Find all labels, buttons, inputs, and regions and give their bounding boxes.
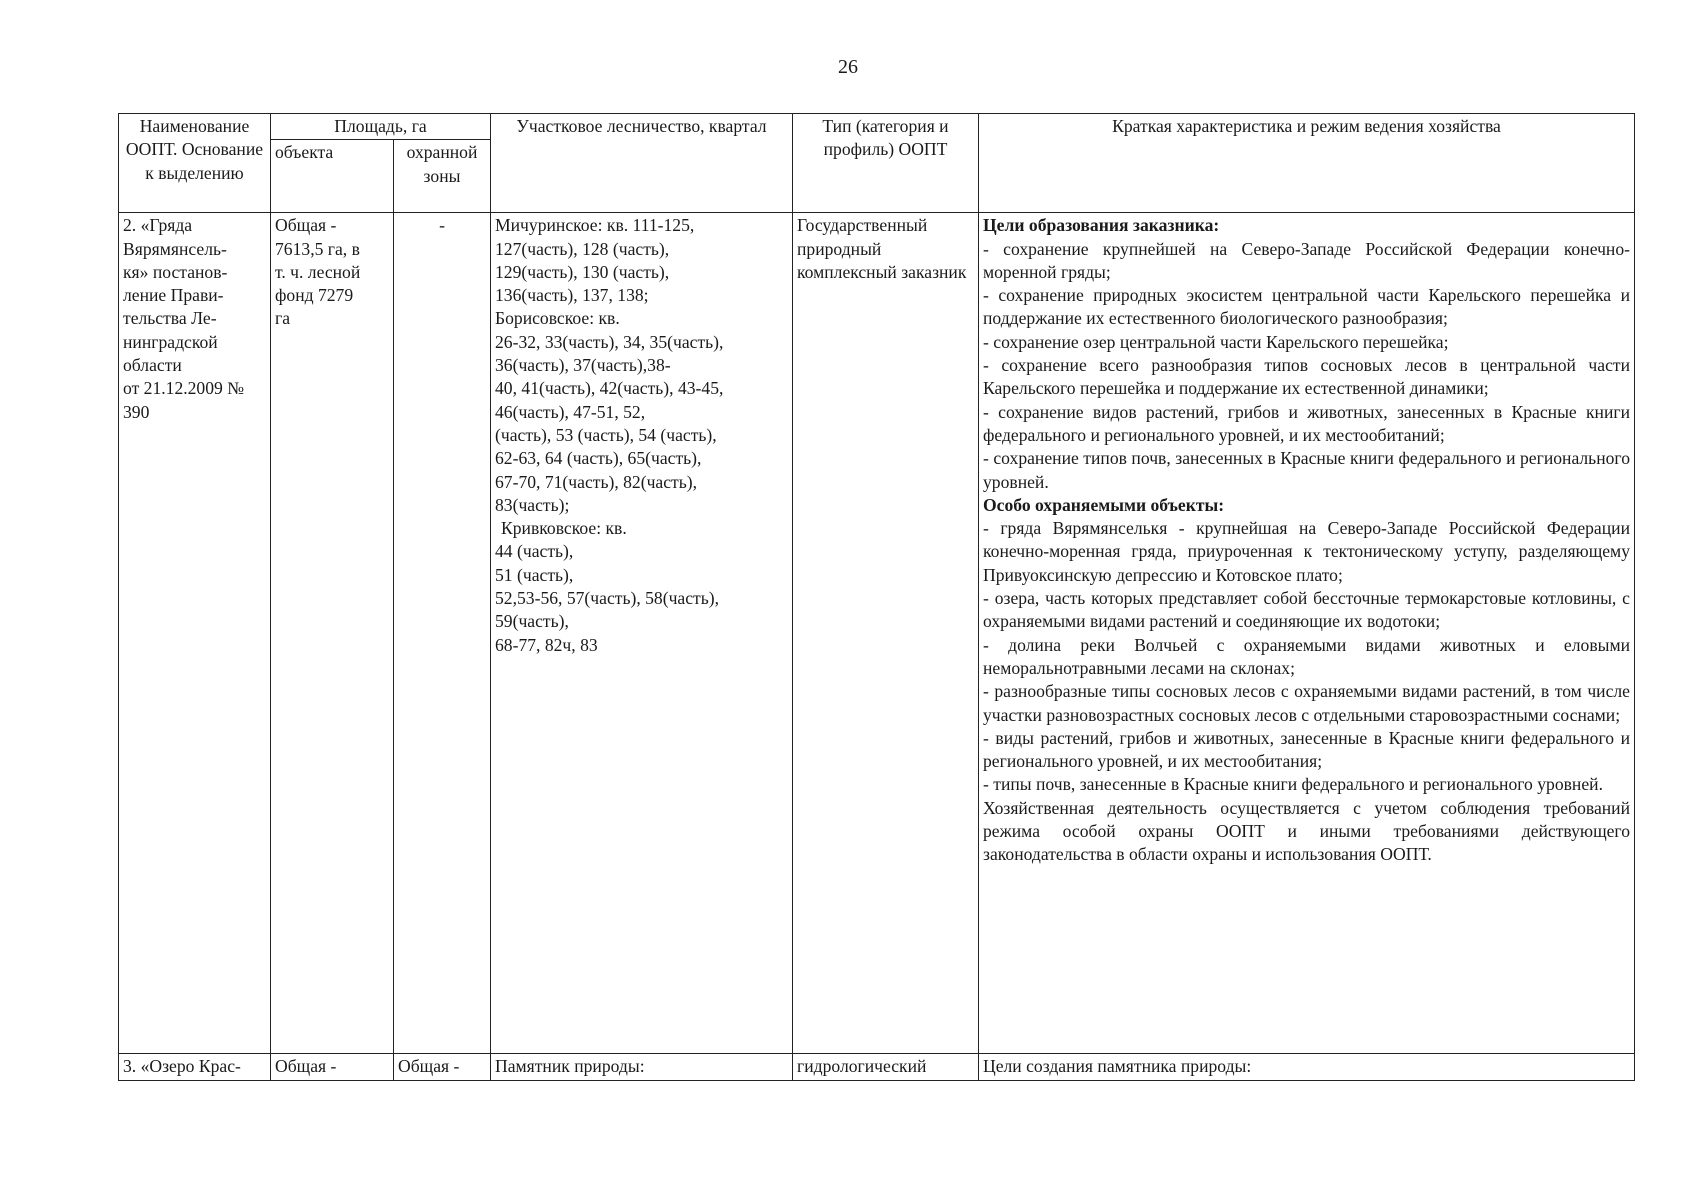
- row2-area-line: Общая -: [275, 215, 337, 236]
- header-area-zone: охранной зоны: [394, 140, 491, 213]
- row2-name-line: области: [123, 355, 182, 376]
- header-area-object: объекта: [271, 140, 394, 213]
- row2-forestry-line: 67-70, 71(часть), 82(часть),: [495, 471, 698, 492]
- row2-forestry-line: 46(часть), 47-51, 52,: [495, 401, 646, 422]
- row2-area-cell: [271, 213, 394, 1054]
- row2-area-line: фонд 7279: [275, 285, 354, 306]
- row2-name-line: 2. «Гряда: [123, 215, 193, 236]
- header-description: Краткая характеристика и режим ведения хозяйства: [979, 114, 1635, 213]
- header-area: Площадь, га: [271, 114, 491, 140]
- goal-item: - сохранение всего разнообразия типов сосновых лесов в центральной части Карельского перешейка и поддержание их естественной динамики;: [983, 355, 1630, 399]
- row2-zone-cell: -: [394, 213, 491, 1054]
- goals-title: Цели образования заказника:: [983, 215, 1220, 236]
- row3-forestry-cell: Памятник природы:: [491, 1054, 793, 1080]
- object-item: - виды растений, грибов и животных, занесенные в Красные книги федерального и регионального уровней, и их местообитания;: [983, 727, 1630, 772]
- row2-type-cell: Государственный природный комплексный заказник: [793, 213, 979, 1054]
- row2-forestry-line: 62-63, 64 (часть), 65(часть),: [495, 448, 702, 469]
- table-row: [119, 1054, 1635, 1080]
- row3-goals-title: Цели создания памятника природы:: [979, 1054, 1635, 1080]
- row2-forestry-line: 36(часть), 37(часть),38-: [495, 355, 671, 376]
- goal-item: - сохранение типов почв, занесенных в Красные книги федерального и регионального уровней.: [983, 448, 1630, 492]
- row2-forestry-line: 40, 41(часть), 42(часть), 43-45,: [495, 378, 724, 399]
- row2-name-line: Вярямянсель-: [123, 238, 227, 259]
- header-forestry: Участковое лесничество, квартал: [491, 114, 793, 213]
- row2-forestry-line: 127(часть), 128 (часть),: [495, 238, 670, 259]
- row2-forestry-line: 83(часть);: [495, 494, 570, 515]
- object-item: - долина реки Волчьей с охраняемыми видами животных и еловыми неморальнотравными лесами на склонах;: [983, 634, 1630, 678]
- row3-type-cell: гидрологический: [793, 1054, 979, 1080]
- oopt-table: [118, 113, 1635, 1081]
- row2-name-line: ление Прави-: [123, 285, 224, 306]
- regime-text: Хозяйственная деятельность осуществляется с учетом соблюдения требований режима особой охраны ООПТ и иными требованиями действующего законодательства в области охраны и использования ООПТ.: [983, 797, 1630, 865]
- row2-forestry-line: 129(часть), 130 (часть),: [495, 261, 670, 282]
- goal-item: - сохранение озер центральной части Карельского перешейка;: [983, 331, 1449, 352]
- row2-forestry-line: 26-32, 33(часть), 34, 35(часть),: [495, 331, 724, 352]
- object-item: - озера, часть которых представляет собой бессточные термокарстовые котловины, с охраняемыми видами растений и соединяющие их водотоки;: [983, 588, 1630, 632]
- row2-area-line: 7613,5 га, в: [275, 238, 360, 259]
- page-number: 26: [838, 56, 858, 78]
- row2-forestry-line: Кривковское: кв.: [501, 518, 627, 539]
- objects-title: Особо охраняемыми объекты:: [983, 494, 1225, 515]
- goal-item: - сохранение природных экосистем центральной части Карельского перешейка и поддержание их естественного биологического разнообразия;: [983, 285, 1630, 329]
- row2-forestry-line: 44 (часть),: [495, 541, 574, 562]
- row2-name-line: кя» постанов-: [123, 261, 228, 282]
- object-item: - типы почв, занесенные в Красные книги федерального и регионального уровней.: [983, 774, 1603, 795]
- row2-forestry-line: 51 (часть),: [495, 564, 574, 585]
- row2-forestry-line: (часть), 53 (часть), 54 (часть),: [495, 424, 717, 445]
- row2-forestry-line: 59(часть),: [495, 611, 569, 632]
- header-name-basis: Наименование ООПТ. Основание к выделению: [119, 114, 271, 213]
- row2-area-line: т. ч. лесной: [275, 261, 361, 282]
- row2-name-line: тельства Ле-: [123, 308, 217, 329]
- goal-item: - сохранение крупнейшей на Северо-Западе Российской Федерации конечно-моренной гряды;: [983, 238, 1630, 282]
- row2-name-line: от 21.12.2009 №: [123, 378, 245, 399]
- row2-description-cell: [979, 213, 1635, 1054]
- row2-forestry-line: 136(часть), 137, 138;: [495, 285, 649, 306]
- row2-area-line: га: [275, 308, 291, 329]
- row2-name-cell: [119, 213, 271, 1054]
- row2-name-line: нинградской: [123, 331, 218, 352]
- row3-zone-cell: Общая -: [394, 1054, 491, 1080]
- object-item: - гряда Вярямянселькя - крупнейшая на Северо-Западе Российской Федерации конечно-моренная гряда, приуроченная к тектоническому уступу, разделяющему Привуоксинскую депрессию и Котовское плато;: [983, 518, 1630, 585]
- row2-name-line: 390: [123, 401, 150, 422]
- row2-forestry-line: Мичуринское: кв. 111-125,: [495, 215, 695, 236]
- header-type: Тип (категория и профиль) ООПТ: [793, 114, 979, 213]
- row2-forestry-line: Борисовское: кв.: [495, 308, 620, 329]
- row3-name-cell: 3. «Озеро Крас-: [119, 1054, 271, 1080]
- row3-area-cell: Общая -: [271, 1054, 394, 1080]
- table-header-row: [119, 114, 1635, 140]
- goal-item: - сохранение видов растений, грибов и животных, занесенных в Красные книги федерального и регионального уровней, и их местообитаний;: [983, 401, 1630, 445]
- row2-forestry-cell: [491, 213, 793, 1054]
- table-row: [119, 213, 1635, 1054]
- object-item: - разнообразные типы сосновых лесов с охраняемыми видами растений, в том числе участки разновозрастных сосновых лесов с отдельными старовозрастными соснами;: [983, 681, 1630, 725]
- row2-forestry-line: 52,53-56, 57(часть), 58(часть),: [495, 588, 720, 609]
- row2-forestry-line: 68-77, 82ч, 83: [495, 634, 598, 655]
